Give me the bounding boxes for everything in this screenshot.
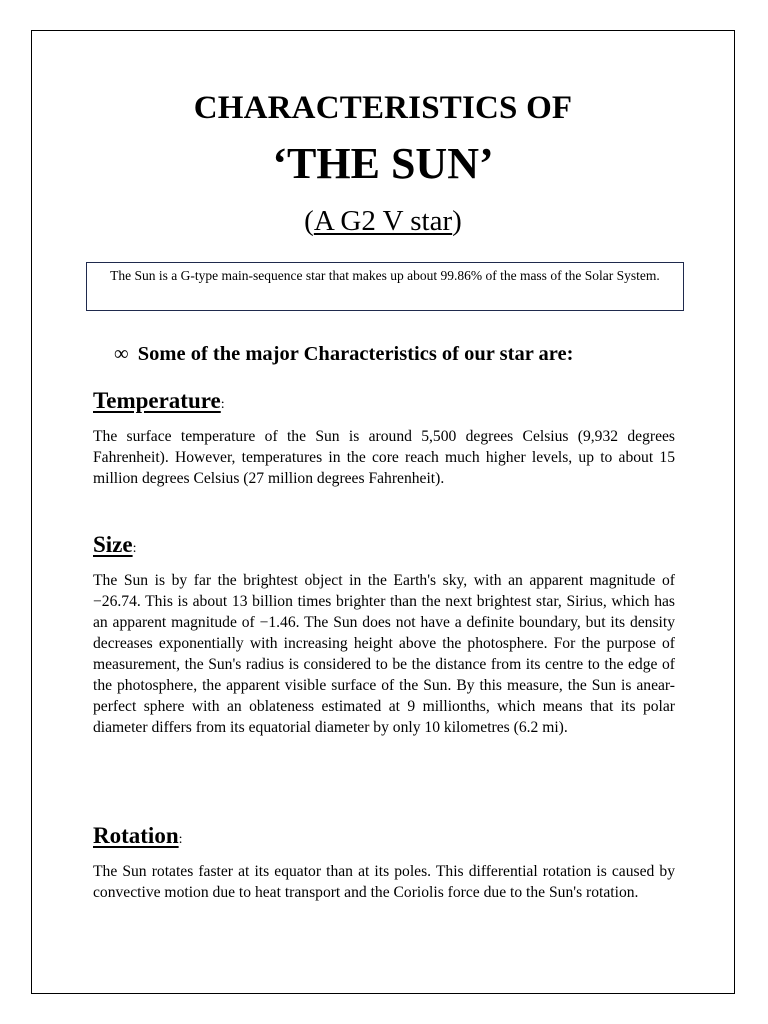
subtitle-close-paren: ) [452, 205, 462, 237]
infinity-bullet-icon: ∞ [114, 343, 129, 365]
size-paragraph: The Sun is by far the brightest object in the Earth's sky, with an apparent magnitude of −26.74. This is about 13 billion times brighter than the next brightest star, Sirius, which has an apparent magnitude of −1.46. The Sun does not have a definite boundary, but its density decreases exponentially with increasing height above the photosphere. For the purpose of measurement, the Sun's radius is considered to be the distance from its centre to the edge of the photosphere, the apparent visible surface of the Sun. By this measure, the Sun is anear-perfect sphere with an oblateness estimated at 9 millionths, which means that its polar diameter differs from its equatorial diameter by only 10 kilometres (6.2 mi). [93, 572, 675, 736]
rotation-heading [93, 822, 183, 854]
section-heading-text: Size [93, 532, 133, 557]
subtitle-text: A G2 V star [313, 205, 453, 237]
title-line-1: CHARACTERISTICS OF [193, 90, 573, 126]
major-heading-text: Some of the major Characteristics of our star are: [137, 343, 574, 365]
subtitle [31, 202, 735, 240]
title-line-2: ‘THE SUN’ [272, 139, 494, 188]
section-heading-text: Temperature [93, 388, 221, 413]
major-characteristics-heading [114, 341, 573, 367]
temperature-paragraph: The surface temperature of the Sun is around 5,500 degrees Celsius (9,932 degrees Fahrenheit). However, temperatures in the core reach much higher levels, up to about 15 million degrees Celsius (27 million degrees Fahrenheit). [93, 428, 675, 487]
section-heading-text: Rotation [93, 823, 179, 848]
rotation-paragraph: The Sun rotates faster at its equator than at its poles. This differential rotation is caused by convective motion due to heat transport and the Coriolis force due to the Sun's rotation. [93, 863, 675, 901]
summary-box: The Sun is a G-type main-sequence star that makes up about 99.86% of the mass of the Solar System. [86, 262, 684, 311]
size-heading [93, 531, 137, 563]
section-heading-colon: : [132, 541, 137, 556]
temperature-heading [93, 387, 225, 419]
section-heading-colon: : [220, 397, 225, 412]
section-heading-colon: : [178, 832, 183, 847]
subtitle-open-paren: ( [304, 205, 314, 237]
